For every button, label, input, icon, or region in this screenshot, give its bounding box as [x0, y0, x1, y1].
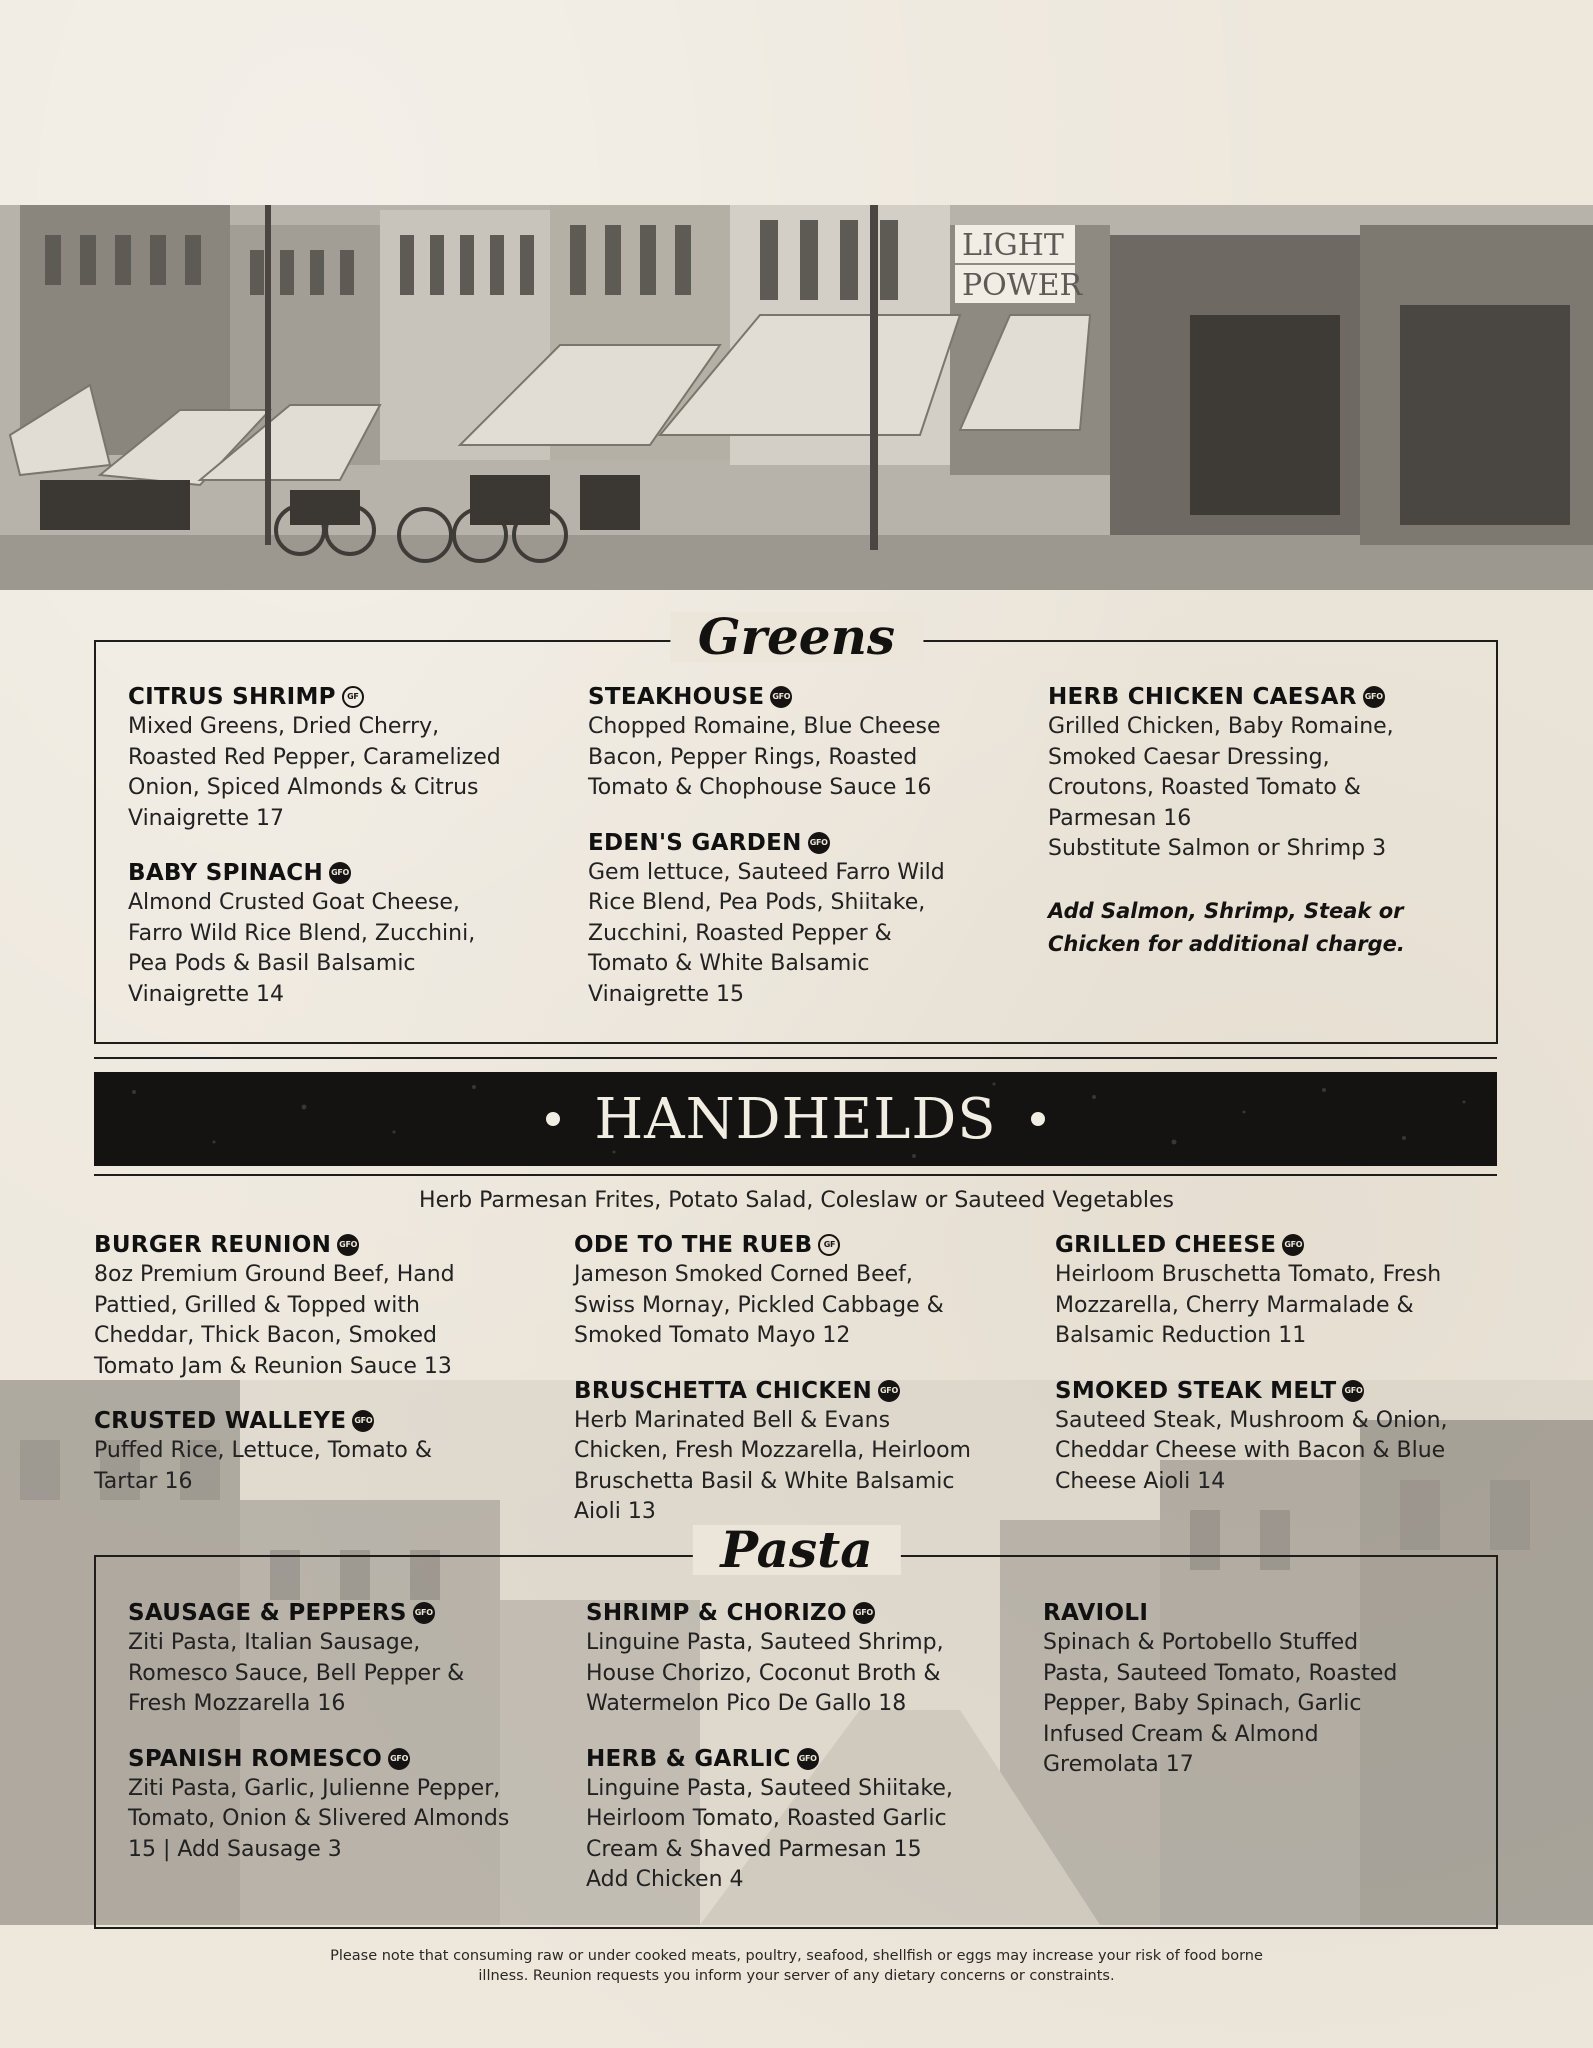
menu-item-name-text: HERB CHICKEN CAESAR — [1048, 684, 1357, 710]
gluten-free-option-badge-icon: GFO — [853, 1602, 875, 1624]
menu-item-name-text: SHRIMP & CHORIZO — [586, 1600, 847, 1626]
greens-title: Greens — [670, 612, 923, 662]
gluten-free-badge-icon: GF — [818, 1234, 840, 1256]
menu-item-name — [94, 1230, 554, 1260]
menu-item-description: Almond Crusted Goat Cheese, Farro Wild Rice Blend, Zucchini, Pea Pods & Basil Balsamic Vinaigrette 14 — [128, 890, 476, 1007]
handhelds-column-1 — [94, 1230, 554, 1521]
menu-item-name — [1055, 1376, 1525, 1406]
menu-item — [574, 1230, 1044, 1352]
street-photo-top — [0, 205, 1593, 590]
menu-item-name — [1043, 1598, 1483, 1628]
menu-item — [1055, 1376, 1525, 1498]
menu-item-name — [128, 1744, 578, 1774]
menu-item — [574, 1376, 1044, 1528]
pasta-column-1 — [128, 1598, 578, 1889]
menu-item-name-text: BABY SPINACH — [128, 860, 324, 886]
menu-item-name-text: HERB & GARLIC — [586, 1745, 791, 1772]
menu-item-description: Spinach & Portobello Stuffed Pasta, Sauteed Tomato, Roasted Pepper, Baby Spinach, Garlic Infused Cream & Almond Gremolata 17 — [1043, 1630, 1398, 1777]
menu-item-name — [1048, 682, 1478, 712]
menu-item-description: Gem lettuce, Sauteed Farro Wild Rice Blend, Pea Pods, Shiitake, Zucchini, Roasted Pepper & Tomato & White Balsamic Vinaigrette 15 — [588, 859, 945, 1007]
svg-text:POWER: POWER — [962, 268, 1083, 303]
menu-item-description: Chopped Romaine, Blue Cheese Bacon, Pepper Rings, Roasted Tomato & Chophouse Sauce 16 — [588, 714, 941, 800]
menu-item-name — [574, 1230, 1044, 1260]
menu-item-name-text: BRUSCHETTA CHICKEN — [574, 1377, 872, 1404]
gluten-free-option-badge-icon: GFO — [878, 1380, 900, 1402]
menu-item-name — [588, 682, 1028, 712]
gluten-free-option-badge-icon: GFO — [1342, 1380, 1364, 1402]
menu-item — [128, 1744, 578, 1866]
menu-item-name-text: CITRUS SHRIMP — [128, 684, 336, 710]
menu-item-name — [128, 858, 568, 888]
menu-item-name — [588, 828, 1028, 858]
menu-item-description: Linguine Pasta, Sauteed Shrimp, House Chorizo, Coconut Broth & Watermelon Pico De Gallo 18 — [586, 1630, 944, 1716]
menu-item — [586, 1598, 1036, 1720]
menu-item-name — [586, 1598, 1036, 1628]
bullet-dot-left — [546, 1112, 560, 1126]
bullet-dot-right — [1031, 1112, 1045, 1126]
menu-item-description: Linguine Pasta, Sauteed Shiitake, Heirloom Tomato, Roasted Garlic Cream & Shaved Parmesan 15 Add Chicken 4 — [586, 1775, 953, 1892]
menu-item — [588, 682, 1028, 804]
pasta-column-3 — [1043, 1598, 1483, 1805]
handhelds-title: HANDHELDS — [594, 1086, 997, 1152]
menu-item-name — [1055, 1230, 1525, 1260]
menu-item-description: Ziti Pasta, Garlic, Julienne Pepper, Tomato, Onion & Slivered Almonds 15 | Add Sausage 3 — [128, 1775, 510, 1862]
gluten-free-option-badge-icon: GFO — [770, 686, 792, 708]
menu-item — [1055, 1230, 1525, 1352]
gluten-free-option-badge-icon: GFO — [337, 1234, 359, 1256]
menu-item-name-text: RAVIOLI — [1043, 1600, 1149, 1626]
menu-item — [586, 1744, 1036, 1896]
menu-item-description: 8oz Premium Ground Beef, Hand Pattied, Grilled & Topped with Cheddar, Thick Bacon, Smoked Tomato Jam & Reunion Sauce 13 — [94, 1262, 455, 1379]
menu-item-name — [574, 1376, 1044, 1406]
pasta-title: Pasta — [692, 1525, 900, 1575]
greens-column-1 — [128, 682, 568, 1034]
menu-item — [94, 1230, 554, 1382]
menu-item-description: Ziti Pasta, Italian Sausage, Romesco Sauce, Bell Pepper & Fresh Mozzarella 16 — [128, 1630, 465, 1716]
gluten-free-badge-icon: GF — [342, 686, 364, 708]
menu-item — [128, 858, 568, 1010]
handhelds-banner-text — [94, 1072, 1497, 1166]
gluten-free-option-badge-icon: GFO — [413, 1602, 435, 1624]
menu-item-name — [94, 1406, 554, 1436]
menu-item-description: Jameson Smoked Corned Beef, Swiss Mornay, Pickled Cabbage & Smoked Tomato Mayo 12 — [574, 1262, 944, 1348]
gluten-free-option-badge-icon: GFO — [797, 1748, 819, 1770]
pasta-column-2 — [586, 1598, 1036, 1920]
menu-item-description: Herb Marinated Bell & Evans Chicken, Fresh Mozzarella, Heirloom Bruschetta Basil & White Balsamic Aioli 13 — [574, 1407, 971, 1524]
menu-item-name — [128, 682, 568, 712]
menu-item — [1043, 1598, 1483, 1781]
menu-item — [128, 1598, 578, 1720]
handhelds-column-2 — [574, 1230, 1044, 1552]
menu-item-name-text: EDEN'S GARDEN — [588, 829, 802, 856]
menu-item-description: Puffed Rice, Lettuce, Tomato & Tartar 16 — [94, 1438, 433, 1494]
handhelds-column-3 — [1055, 1230, 1525, 1521]
menu-item-name-text: ODE TO THE RUEB — [574, 1232, 813, 1258]
menu-item-name-text: SAUSAGE & PEPPERS — [128, 1600, 407, 1626]
banner-rule-bottom — [94, 1174, 1497, 1176]
menu-item-name — [128, 1598, 578, 1628]
menu-item-name — [586, 1744, 1036, 1774]
gluten-free-option-badge-icon: GFO — [808, 832, 830, 854]
greens-column-3 — [1048, 682, 1478, 889]
gluten-free-option-badge-icon: GFO — [352, 1410, 374, 1432]
menu-item — [1048, 682, 1478, 865]
gluten-free-option-badge-icon: GFO — [1363, 686, 1385, 708]
menu-item-description: Heirloom Bruschetta Tomato, Fresh Mozzarella, Cherry Marmalade & Balsamic Reduction 11 — [1055, 1262, 1442, 1348]
greens-add-protein-note: Add Salmon, Shrimp, Steak or Chicken for additional charge. — [1048, 899, 1405, 956]
menu-item-description: Grilled Chicken, Baby Romaine, Smoked Caesar Dressing, Croutons, Roasted Tomato & Parmesan 16 Substitute Salmon or Shrimp 3 — [1048, 714, 1394, 861]
allergen-disclaimer: Please note that consuming raw or under cooked meats, poultry, seafood, shellfish or eggs may increase your risk of food borne illness. Reunion requests you inform your server of any dietary concerns or constraints. — [330, 1948, 1263, 1984]
menu-item — [588, 828, 1028, 1011]
gluten-free-option-badge-icon: GFO — [1282, 1234, 1304, 1256]
gluten-free-option-badge-icon: GFO — [388, 1748, 410, 1770]
handhelds-sides: Herb Parmesan Frites, Potato Salad, Coleslaw or Sauteed Vegetables — [419, 1188, 1174, 1213]
menu-item — [128, 682, 568, 834]
banner-rule-top — [94, 1057, 1497, 1059]
menu-item-description: Mixed Greens, Dried Cherry, Roasted Red Pepper, Caramelized Onion, Spiced Almonds & Citrus Vinaigrette 17 — [128, 714, 501, 831]
handhelds-banner — [94, 1072, 1497, 1166]
menu-item-name-text: SMOKED STEAK MELT — [1055, 1377, 1337, 1404]
menu-item-description: Sauteed Steak, Mushroom & Onion, Cheddar Cheese with Bacon & Blue Cheese Aioli 14 — [1055, 1407, 1448, 1494]
gluten-free-option-badge-icon: GFO — [329, 862, 351, 884]
menu-item — [94, 1406, 554, 1497]
menu-item-name-text: STEAKHOUSE — [588, 684, 765, 710]
menu-item-name-text: CRUSTED WALLEYE — [94, 1408, 347, 1434]
greens-column-2 — [588, 682, 1028, 1034]
menu-item-name-text: SPANISH ROMESCO — [128, 1745, 383, 1772]
svg-text:LIGHT: LIGHT — [962, 228, 1064, 263]
menu-item-name-text: GRILLED CHEESE — [1055, 1232, 1277, 1258]
menu-item-name-text: BURGER REUNION — [94, 1232, 332, 1258]
